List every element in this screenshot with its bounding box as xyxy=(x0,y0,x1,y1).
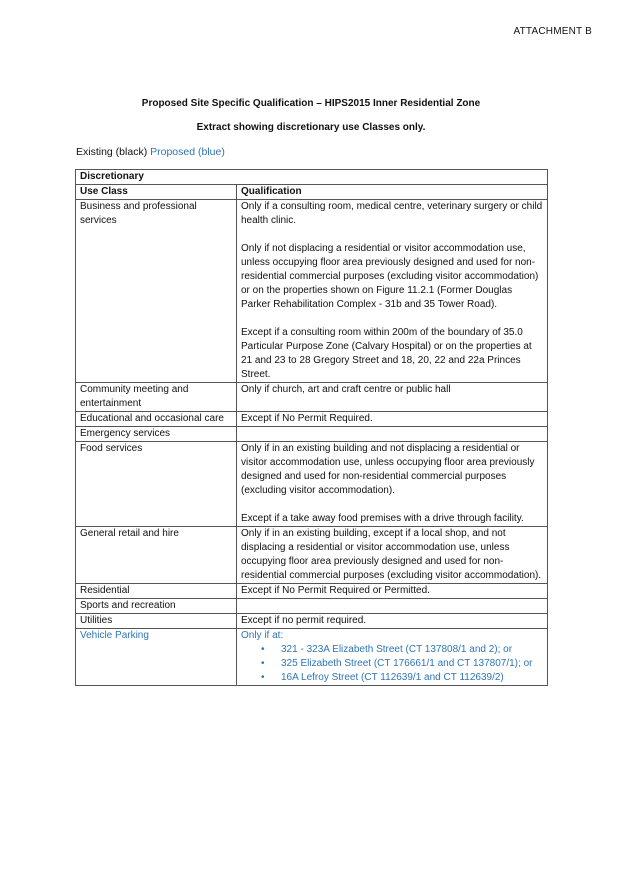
qualification-text: Only if in an existing building and not displacing a residential or visitor accommodation use, unless occupying floor area previously designed and used for non-residential commercial purposes (excluding visitor accommodation). xyxy=(241,443,535,496)
qualification-text: Except if a take away food premises with a drive through facility. xyxy=(241,513,524,524)
qualification-cell xyxy=(237,599,548,614)
qualification-text: Only if not displacing a residential or visitor accommodation use, unless occupying floor area previously designed and used for non-residential commercial purposes (excluding visitor accommodation) or on the properties shown on Figure 11.2.1 (Former Douglas Parker Rehabilitation Complex - 31b and 35 Tower Road). xyxy=(241,243,539,310)
address-item: • 321 - 323A Elizabeth Street (CT 137808/1 and 2); or xyxy=(281,643,543,657)
qualification-cell xyxy=(237,200,548,383)
use-class-cell: Sports and recreation xyxy=(76,599,237,614)
attachment-label: ATTACHMENT B xyxy=(513,26,592,37)
table-row xyxy=(76,599,548,614)
qualification-cell: Only if church, art and craft centre or public hall xyxy=(237,383,548,412)
table-row xyxy=(76,614,548,629)
legend-proposed: Proposed (blue) xyxy=(150,146,225,158)
address-item: • 325 Elizabeth Street (CT 176661/1 and CT 137807/1); or xyxy=(281,657,543,671)
use-class-cell: Residential xyxy=(76,584,237,599)
table-row xyxy=(76,200,548,383)
use-class-cell: Business and professional services xyxy=(76,200,237,383)
qualification-text: Only if a consulting room, medical centre, veterinary surgery or child health clinic. xyxy=(241,201,543,226)
table-row xyxy=(76,412,548,427)
header-use-class: Use Class xyxy=(76,185,237,200)
address-item: • 16A Lefroy Street (CT 112639/1 and CT 112639/2) xyxy=(281,671,543,685)
qualification-cell: Except if No Permit Required. xyxy=(237,412,548,427)
qualification-cell xyxy=(237,629,548,686)
table-row xyxy=(76,427,548,442)
use-class-cell: Utilities xyxy=(76,614,237,629)
qualification-cell xyxy=(237,442,548,527)
address-list xyxy=(241,643,543,685)
document-title: Proposed Site Specific Qualification – HIPS2015 Inner Residential Zone xyxy=(141,98,481,109)
qualification-text: Only if at: xyxy=(241,630,284,641)
qualification-text: Except if a consulting room within 200m of the boundary of 35.0 Particular Purpose Zone (Calvary Hospital) or on the properties at 21 and 23 to 28 Gregory Street and 18, 20, 22 and 22a Princes Street. xyxy=(241,327,532,380)
table-row xyxy=(76,584,548,599)
table-row xyxy=(76,383,548,412)
use-class-cell: Emergency services xyxy=(76,427,237,442)
table-header-row xyxy=(76,185,548,200)
use-class-cell: Educational and occasional care xyxy=(76,412,237,427)
use-class-cell: Community meeting and entertainment xyxy=(76,383,237,412)
qualification-cell: Only if in an existing building, except if a local shop, and not displacing a residential or visitor accommodation use, unless occupying floor area previously designed and used for non-residential commercial purposes (excluding visitor accommodation). xyxy=(237,527,548,584)
use-class-cell: Food services xyxy=(76,442,237,527)
color-legend xyxy=(76,146,225,158)
table-caption-row xyxy=(76,170,548,185)
table-row xyxy=(76,442,548,527)
table-caption: Discretionary xyxy=(76,170,548,185)
qualification-cell xyxy=(237,427,548,442)
use-class-cell: General retail and hire xyxy=(76,527,237,584)
header-qualification: Qualification xyxy=(237,185,548,200)
discretionary-use-table xyxy=(75,169,548,686)
table-row xyxy=(76,527,548,584)
legend-existing: Existing (black) xyxy=(76,146,148,158)
use-class-cell: Vehicle Parking xyxy=(76,629,237,686)
table-row-proposed xyxy=(76,629,548,686)
qualification-cell: Except if No Permit Required or Permitted. xyxy=(237,584,548,599)
qualification-cell: Except if no permit required. xyxy=(237,614,548,629)
document-subtitle: Extract showing discretionary use Classes only. xyxy=(196,122,426,133)
